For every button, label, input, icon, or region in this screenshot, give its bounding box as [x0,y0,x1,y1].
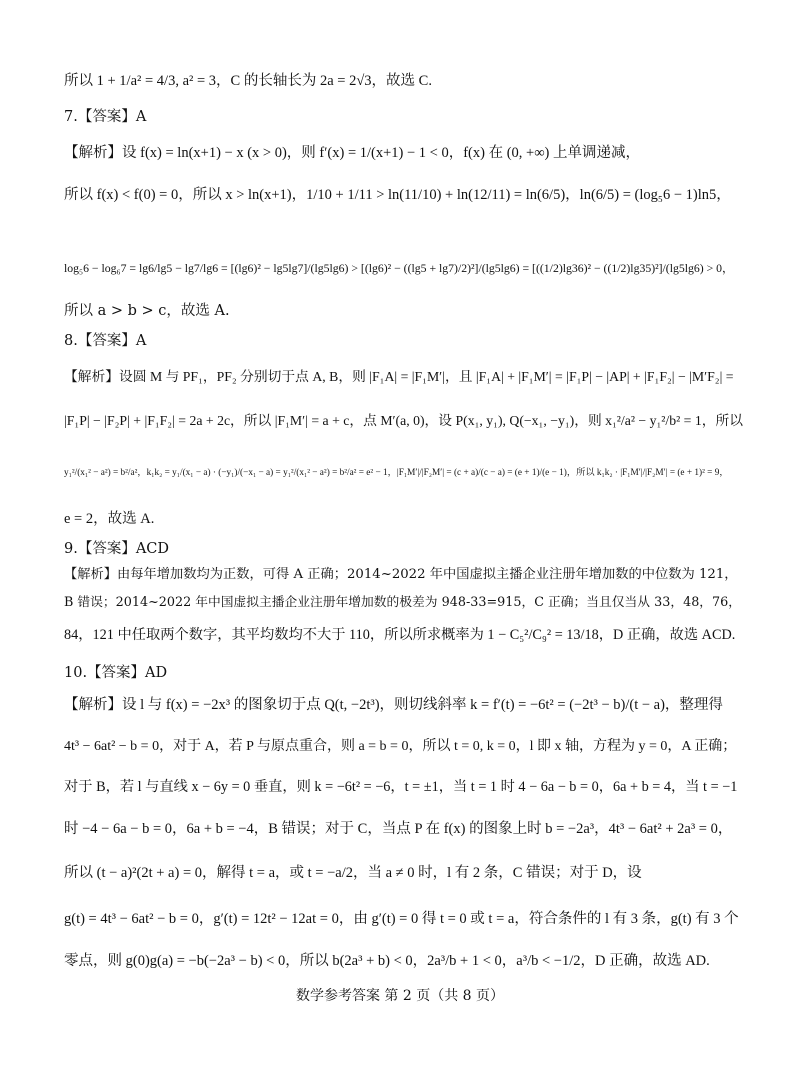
text-line: 【解析】由每年增加数均为正数，可得 A 正确；2014~2022 年中国虚拟主播企业注册年增加数的中位数为 121， [64,567,738,582]
text-line: log₅6 − log₆7 = lg6/lg5 − lg7/lg6 = [(lg6)² − lg5lg7]/(lg5lg6) > [(lg6)² − ((lg5 + lg7)/2)²]/(lg5lg6) = [((1/2)lg36)² − ((1/2)lg35)²]/(lg5lg6) > 0， [64,262,734,275]
text-line: 所以 a > b > c，故选 A. [64,303,230,319]
answer-heading-7: 7.【答案】A [64,109,147,125]
text-line: 时 −4 − 6a − b = 0，6a + b = −4，B 错误；对于 C，当点 P 在 f(x) 的图象上时 b = −2a³，4t³ − 6at² + 2a³ = 0， [64,821,733,837]
text-line: 【解析】设 f(x) = ln(x+1) − x (x > 0)，则 f′(x) = 1/(x+1) − 1 < 0，f(x) 在 (0, +∞) 上单调递减， [64,145,640,161]
text-line: e = 2，故选 A. [64,511,155,527]
text-line: 【解析】设 l 与 f(x) = −2x³ 的图象切于点 Q(t, −2t³)，则切线斜率 k = f′(t) = −6t² = (−2t³ − b)/(t − a)，整理得 [64,697,723,713]
text-line: g(t) = 4t³ − 6at² − b = 0，g′(t) = 12t² − 12at = 0，由 g′(t) = 0 得 t = 0 或 t = a，符合条件的 l 有 3 条，g(t) 有 3 个 [64,911,739,927]
text-line: |F₁P| − |F₂P| + |F₁F₂| = 2a + 2c，所以 |F₁M′| = a + c，点 M′(a, 0)，设 P(x₁, y₁), Q(−x₁, −y₁)，则 x₁²/a² − y₁²/b² = 1，所以 [64,413,743,428]
answer-heading-8: 8.【答案】A [64,333,147,349]
answer-heading-10: 10.【答案】AD [64,665,168,681]
text-line: 对于 B，若 l 与直线 x − 6y = 0 垂直，则 k = −6t² = −6，t = ±1，当 t = 1 时 4 − 6a − b = 0，6a + b = 4，当 t = −1 [64,779,738,795]
text-line: 所以 f(x) < f(0) = 0，所以 x > ln(x+1)，1/10 + 1/11 > ln(11/10) + ln(12/11) = ln(6/5)，ln(6/5) = (log₅6 − 1)ln5， [64,187,731,203]
text-line: 零点，则 g(0)g(a) = −b(−2a³ − b) < 0，所以 b(2a³ + b) < 0，2a³/b + 1 < 0，a³/b < −1/2，D 正确，故选 AD. [64,953,710,969]
text-line: 所以 1 + 1/a² = 4/3, a² = 3，C 的长轴长为 2a = 2√3，故选 C. [64,73,432,89]
text-line: B 错误；2014~2022 年中国虚拟主播企业注册年增加数的极差为 948-33=915，C 正确；当且仅当从 33，48，76， [64,595,742,610]
text-line: 4t³ − 6at² − b = 0，对于 A，若 P 与原点重合，则 a = b = 0，所以 t = 0, k = 0，l 即 x 轴，方程为 y = 0，A 正确； [64,739,737,754]
answer-heading-9: 9.【答案】ACD [64,541,170,557]
text-line: 84，121 中任取两个数字，其平均数均不大于 110，所以所求概率为 1 − C₅²/C₉² = 13/18，D 正确，故选 ACD. [64,627,736,643]
text-line: 【解析】设圆 M 与 PF₁，PF₂ 分别切于点 A, B，则 |F₁A| = |F₁M′|，且 |F₁A| + |F₁M′| = |F₁P| − |AP| + |F₁F₂| − |M′F₂| = [64,369,734,384]
text-line: 所以 (t − a)²(2t + a) = 0，解得 t = a，或 t = −a/2，当 a ≠ 0 时，l 有 2 条，C 错误；对于 D，设 [64,865,642,881]
text-line: y₁²/(x₁² − a²) = b²/a²，k₁k₂ = y₁/(x₁ − a) · (−y₁)/(−x₁ − a) = y₁²/(x₁² − a²) = b²/a² = e² − 1，|F₁M′|/|F₂M′| = (c + a)/(c − a) = (e + 1)/(e − 1)，所以 k₁k₂ · |F₁M′|/|F₂M′| = (e + 1)² = 9， [64,468,729,478]
page-footer: 数学参考答案 第 2 页（共 8 页） [295,988,505,1004]
